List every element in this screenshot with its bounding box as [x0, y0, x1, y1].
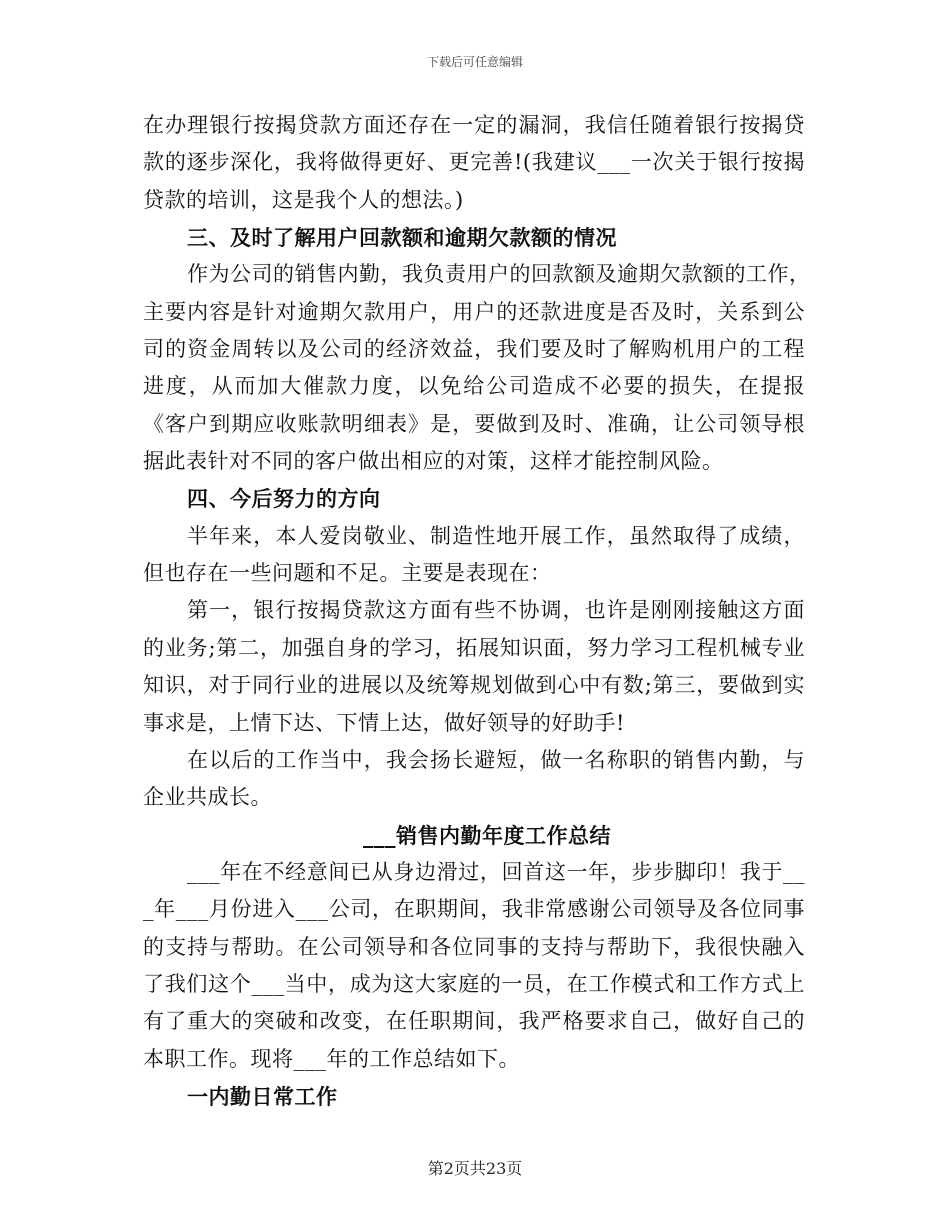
page-header: 下载后可任意编辑	[426, 55, 523, 69]
paragraph-line: _年___月份进入___公司，在职期间，我非常感谢公司领导及各位同事	[143, 897, 805, 922]
paragraph-line: 企业共成长。	[143, 785, 272, 810]
paragraph-line: 作为公司的销售内勤，我负责用户的回款额及逾期欠款额的工作，	[187, 262, 811, 287]
document-title: ___销售内勤年度工作总结	[363, 822, 611, 848]
paragraph-line: 贷款的培训，这是我个人的想法。)	[143, 187, 464, 212]
section-heading: 三、及时了解用户回款额和逾期欠款额的情况	[187, 225, 617, 251]
document-body	[143, 107, 811, 1115]
paragraph-line: 司的资金周转以及公司的经济效益，我们要及时了解购机用户的工程	[143, 337, 805, 362]
paragraph-line: 在办理银行按揭贷款方面还存在一定的漏洞，我信任随着银行按揭贷	[143, 113, 805, 137]
paragraph-line: 进度，从而加大催款力度，以免给公司造成不必要的损失，在提报	[143, 374, 805, 399]
paragraph-line: 在以后的工作当中，我会扬长避短，做一名称职的销售内勤，与	[187, 747, 805, 772]
paragraph-line: 半年来，本人爱岗敬业、制造性地开展工作，虽然取得了成绩，	[187, 523, 805, 548]
paragraph-line: 事求是，上情下达、下情上达，做好领导的好助手!	[143, 710, 625, 735]
page-footer: 第2页共23页	[427, 1159, 523, 1178]
paragraph-line: 第一，银行按揭贷款这方面有些不协调，也许是刚刚接触这方面	[187, 598, 805, 623]
paragraph-line: 《客户到期应收账款明细表》是，要做到及时、准确，让公司领导根	[143, 411, 805, 436]
paragraph-line: 了我们这个___当中，成为这大家庭的一员，在工作模式和工作方式上	[143, 971, 805, 996]
paragraph-line: 主要内容是针对逾期欠款用户，用户的还款进度是否及时，关系到公	[143, 299, 805, 324]
paragraph-line: 知识，对于同行业的进展以及统筹规划做到心中有数;第三，要做到实	[143, 673, 805, 698]
paragraph-line: 款的逐步深化，我将做得更好、更完善!(我建议___一次关于银行按揭	[143, 150, 805, 175]
paragraph-line: 的业务;第二，加强自身的学习，拓展知识面，努力学习工程机械专业	[143, 635, 805, 660]
paragraph-line: 有了重大的突破和改变，在任职期间，我严格要求自己，做好自己的	[143, 1009, 805, 1034]
paragraph-line: ___年在不经意间已从身边滑过，回首这一年，步步脚印！我于__	[187, 859, 805, 884]
paragraph-line: 据此表针对不同的客户做出相应的对策，这样才能控制风险。	[143, 449, 724, 474]
section-heading: 一内勤日常工作	[187, 1083, 338, 1109]
section-heading: 四、今后努力的方向	[187, 486, 381, 512]
paragraph-line: 的支持与帮助。在公司领导和各位同事的支持与帮助下，我很快融入	[143, 934, 805, 959]
paragraph-line: 本职工作。现将___年的工作总结如下。	[143, 1046, 520, 1071]
paragraph-line: 但也存在一些问题和不足。主要是表现在：	[143, 561, 552, 586]
